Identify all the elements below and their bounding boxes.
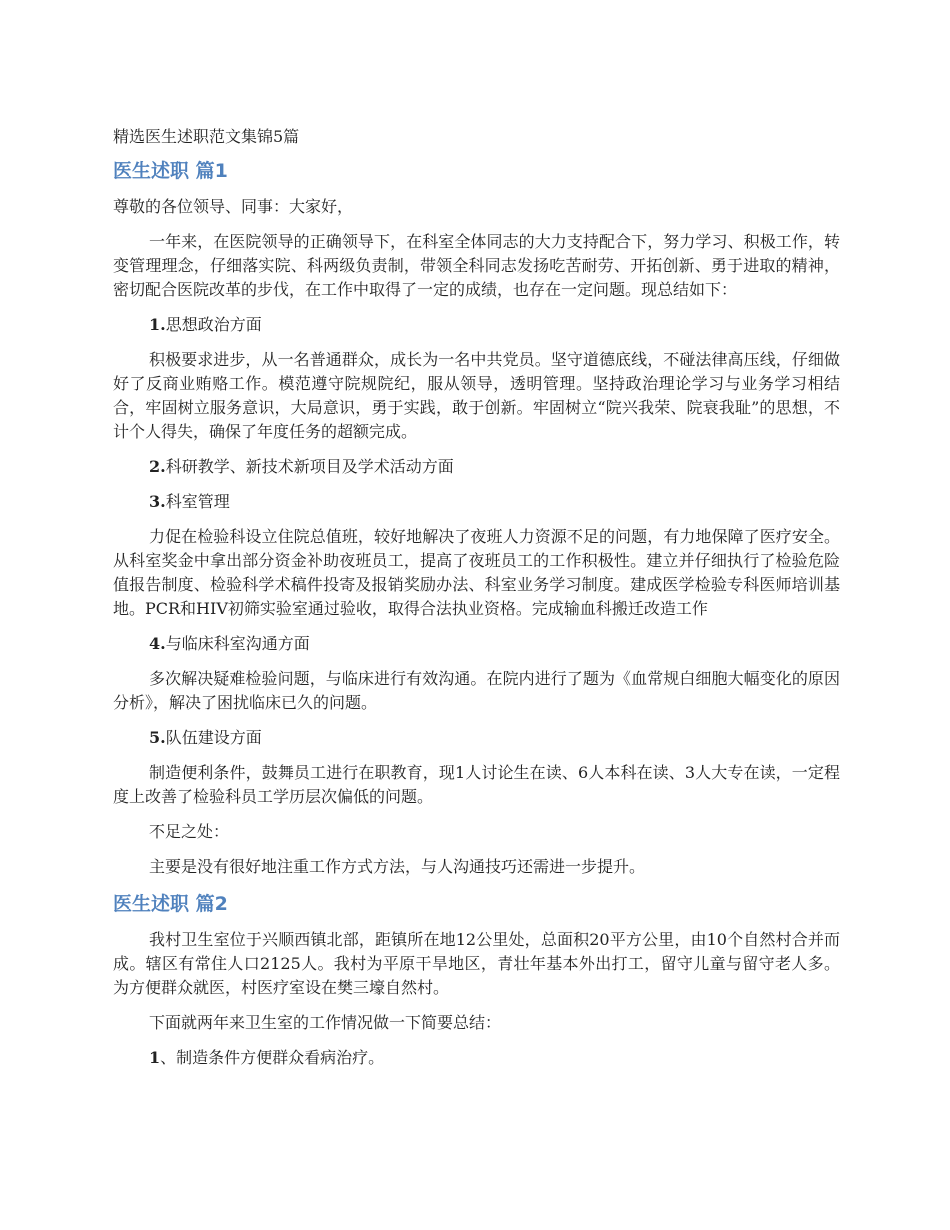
document-page xyxy=(113,125,840,1081)
item-number: 5. xyxy=(149,728,166,747)
intro-paragraph: 一年来，在医院领导的正确领导下，在科室全体同志的大力支持配合下，努力学习、积极工作，转变管理理念，仔细落实院、科两级负责制，带领全科同志发扬吃苦耐劳、开拓创新、勇于进取的精神，密切配合医院改革的步伐，在工作中取得了一定的成绩，也存在一定问题。现总结如下： xyxy=(113,232,840,299)
item-number: 1 xyxy=(149,1048,161,1067)
item-body: 力促在检验科设立住院总值班，较好地解决了夜班人力资源不足的问题，有力地保障了医疗安全。从科室奖金中拿出部分资金补助夜班员工，提高了夜班员工的工作积极性。建立并仔细执行了检验危险值报告制度、检验科学术稿件投寄及报销奖励办法、科室业务学习制度。建成医学检验专科医师培训基地。PCR和HIV初筛实验室通过验收，取得合法执业资格。完成输血科搬迁改造工作 xyxy=(113,527,840,618)
greeting: 尊敬的各位领导、同事：大家好， xyxy=(113,197,354,216)
summary-line: 下面就两年来卫生室的工作情况做一下简要总结： xyxy=(149,1013,502,1032)
item-label: 思想政治方面 xyxy=(165,315,262,334)
item-title xyxy=(113,490,840,514)
item-label: 科室管理 xyxy=(165,492,230,511)
shortcoming-text: 主要是没有很好地注重工作方式方法，与人沟通技巧还需进一步提升。 xyxy=(149,857,646,876)
section-2 xyxy=(113,890,840,1070)
item-title xyxy=(113,313,840,337)
item-title xyxy=(113,726,840,750)
item-label: 科研教学、新技术新项目及学术活动方面 xyxy=(165,457,454,476)
item-body: 制造便利条件，鼓舞员工进行在职教育，现1人讨论生在读、6人本科在读、3人大专在读，一定程度上改善了检验科员工学历层次偏低的问题。 xyxy=(113,763,840,806)
shortcoming-label: 不足之处： xyxy=(149,822,230,841)
item-label: 与临床科室沟通方面 xyxy=(165,634,310,653)
document-title: 精选医生述职范文集锦5篇 xyxy=(113,127,300,146)
item-number: 4. xyxy=(149,634,166,653)
item-number: 3. xyxy=(149,492,166,511)
item-number: 1. xyxy=(149,315,166,334)
item-title xyxy=(113,1046,840,1070)
item-label: 、制造条件方便群众看病治疗。 xyxy=(160,1048,385,1067)
item-body: 多次解决疑难检验问题，与临床进行有效沟通。在院内进行了题为《血常规白细胞大幅变化的原因分析》，解决了困扰临床已久的问题。 xyxy=(113,669,840,712)
item-label: 队伍建设方面 xyxy=(165,728,262,747)
section-1 xyxy=(113,157,840,879)
item-title xyxy=(113,632,840,656)
section-heading: 医生述职 篇2 xyxy=(113,893,228,915)
item-title xyxy=(113,455,840,479)
item-body: 积极要求进步，从一名普通群众，成长为一名中共党员。坚守道德底线，不碰法律高压线，仔细做好了反商业贿赂工作。模范遵守院规院纪，服从领导，透明管理。坚持政治理论学习与业务学习相结合，牢固树立服务意识，大局意识，勇于实践，敢于创新。牢固树立“院兴我荣、院衰我耻”的思想，不计个人得失，确保了年度任务的超额完成。 xyxy=(113,350,840,441)
intro-paragraph: 我村卫生室位于兴顺西镇北部，距镇所在地12公里处，总面积20平方公里，由10个自然村合并而成。辖区有常住人口2125人。我村为平原干旱地区，青壮年基本外出打工，留守儿童与留守老人多。为方便群众就医，村医疗室设在樊三壕自然村。 xyxy=(113,930,840,997)
section-heading: 医生述职 篇1 xyxy=(113,160,228,182)
item-number: 2. xyxy=(149,457,166,476)
